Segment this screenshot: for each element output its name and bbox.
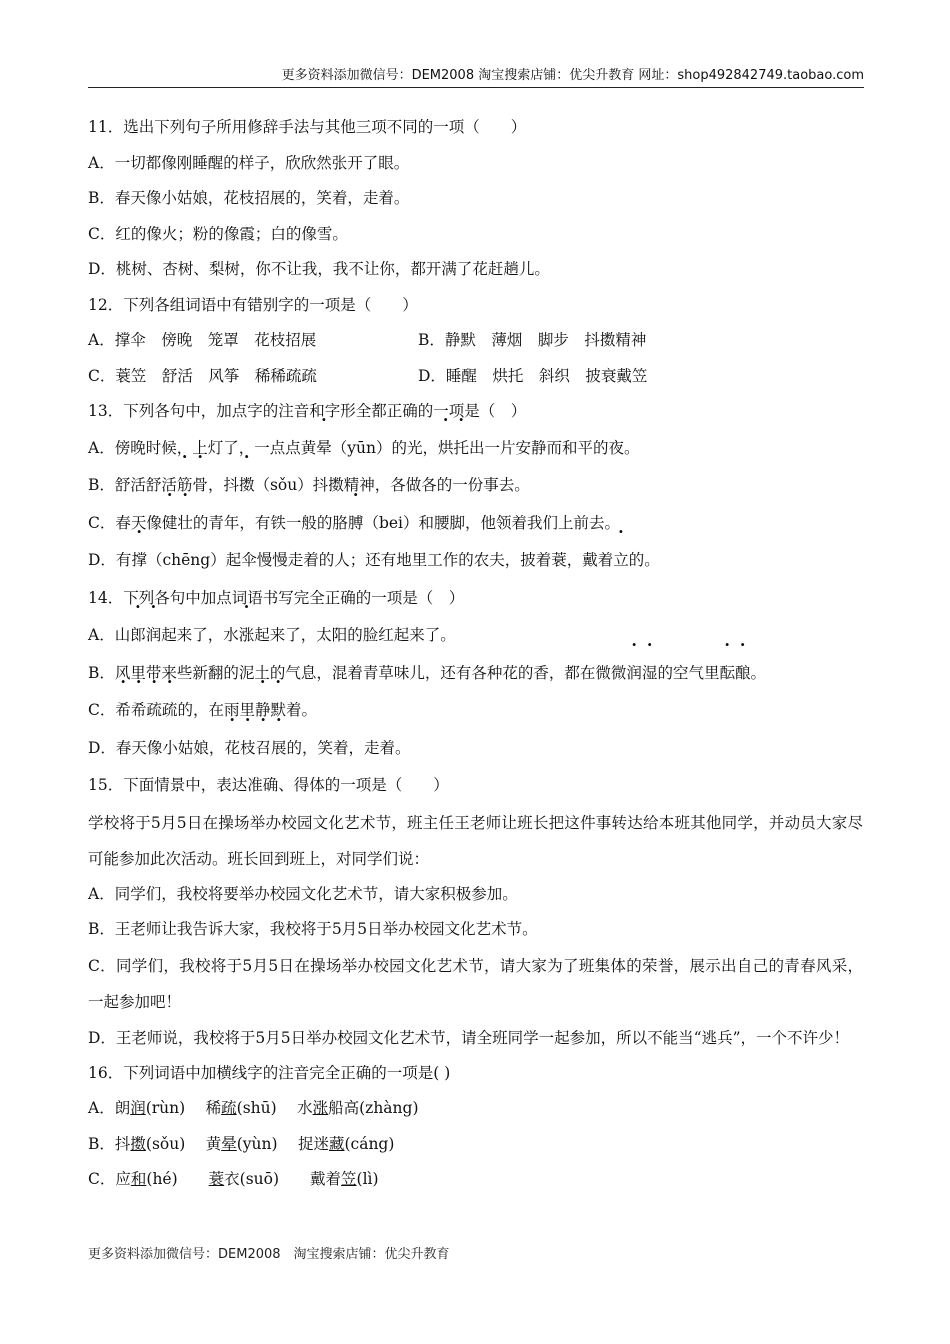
text: (sǒu) 黄: [145, 1134, 222, 1153]
question-15-stem: 15．下面情景中，表达准确、得体的一项是（ ）: [88, 776, 449, 794]
dotted-word: [626, 664, 657, 682]
question-15-context: 学校将于5月5日在操场举办校园文化艺术节，班主任王老师让班长把这件事转达给本班其他同学，并动员大家尽可能参加此次活动。班长回到班上，对同学们说：: [88, 813, 863, 868]
text: A．傍晚时候，上灯了，一点点黄: [88, 438, 317, 457]
dotted-char: 涨: [238, 626, 255, 644]
dotted-char: 烘: [437, 438, 454, 457]
text: 衣(suō) 戴着: [224, 1170, 342, 1188]
text: 的。: [628, 551, 660, 569]
text: 的，在雨里: [177, 701, 255, 719]
header-text: 更多资料添加微信号：DEM2008 淘宝搜索店铺：优尖升教育 网址：shop492842749.taobao.com: [281, 68, 864, 83]
text: 的，笑着，走着。: [286, 738, 411, 757]
text: D．春天像小姑娘，: [88, 738, 225, 757]
dotted-char: 晕: [316, 438, 332, 457]
question-15-option-a: A．同学们，我校将要举办校园文化艺术节，请大家积极参加。: [88, 884, 518, 903]
dotted-word: [438, 439, 469, 457]
page-footer: [88, 1243, 450, 1262]
dotted-char: 展: [270, 738, 287, 757]
text: ，抖: [207, 476, 239, 494]
footer-text: 更多资料添加微信号：DEM2008 淘宝搜索店铺：优尖升教育: [88, 1247, 450, 1262]
question-11-option-b: B．春天像小姑娘，花枝招展的，笑着，走着。: [88, 189, 410, 207]
dotted-char: 筋: [176, 476, 193, 494]
question-14-option-c: [88, 692, 863, 730]
dotted-word: [130, 626, 161, 644]
question-12-row-1: [88, 323, 863, 359]
dotted-char: 希: [115, 701, 131, 719]
question-16-option-c: [88, 1162, 863, 1198]
question-15-option-b: B．王老师让我告诉大家，我校将于5月5日举办校园文化艺术节。: [88, 920, 538, 938]
dotted-char: 膊: [347, 513, 364, 532]
question-11-option-a: A．一切都像刚睡醒的样子，欣欣然张开了眼。: [88, 153, 410, 172]
question-13-option-d: [88, 542, 863, 580]
question-15-option-d: D．王老师说，我校将于5月5日举办校园文化艺术节，请全班同学一起参加，所以不能当“逃兵”，一个不许少！: [88, 1028, 850, 1047]
text: C．应: [88, 1170, 131, 1188]
dotted-char: 默: [270, 701, 286, 719]
question-16-option-b: [88, 1127, 863, 1163]
text: （yūn）的光，: [331, 438, 438, 457]
underlined-char: 蓑: [208, 1170, 225, 1188]
text: (cáng): [344, 1134, 395, 1153]
dotted-char: 湿: [641, 663, 658, 682]
question-13-option-c: [88, 505, 863, 543]
dotted-char: 郎: [130, 626, 146, 644]
dotted-word: [115, 701, 177, 719]
question-15-option-c: C．同学们，我校将于5月5日在操场举办校园文化艺术节，请大家为了班集体的荣誉，展示出自己的青春风采，一起参加吧！: [88, 956, 863, 1011]
dotted-char: 健: [161, 513, 178, 532]
dotted-char: 骨: [192, 476, 208, 494]
dotted-char: 花: [224, 738, 240, 757]
question-14-stem: 14．下列各句中加点词语书写完全正确的一项是（ ）: [88, 588, 465, 607]
question-11-stem: 11．选出下列句子所用修辞手法与其他三项不同的一项（ ）: [88, 118, 527, 136]
dotted-char: 壮: [177, 513, 193, 532]
text: A．朗: [88, 1099, 131, 1117]
text: (shū) 水: [236, 1099, 313, 1117]
text: 的空气里: [657, 663, 720, 682]
question-12-row-2: [88, 359, 863, 395]
text: (rùn) 稀: [145, 1099, 222, 1117]
text: (lì): [356, 1170, 379, 1188]
text: C．春天像: [88, 513, 162, 532]
dotted-char: 托: [453, 438, 469, 457]
text: B．抖: [88, 1134, 131, 1153]
question-13-option-b: [88, 467, 863, 505]
dotted-char: 润: [145, 626, 162, 644]
question-14-option-a: [88, 617, 863, 655]
text: 船高(zhàng): [328, 1099, 419, 1117]
question-11-option-c: C．红的像火；粉的像霞；白的像雪。: [88, 224, 348, 243]
text: B．舒活舒活: [88, 476, 177, 494]
dotted-word: [224, 739, 286, 757]
text: （chēng）起伞慢慢走着的人；还有地里工作的农夫，披着蓑，戴着: [146, 551, 614, 569]
text: 着。: [285, 701, 317, 719]
question-14-option-b: [88, 655, 863, 693]
question-11-option-d: D．桃树、杏树、梨树，你不让我，我不让你，都开满了花赶趟儿。: [88, 260, 550, 278]
underlined-char: 藏: [328, 1134, 345, 1153]
question-13-option-a: [88, 430, 863, 468]
underlined-char: 润: [130, 1099, 146, 1117]
text: 出一片安静而和平的夜。: [468, 438, 640, 457]
page-header: [88, 66, 864, 88]
dotted-word: [162, 514, 193, 532]
dotted-char: 立: [613, 551, 629, 569]
underlined-char: 疏: [221, 1099, 237, 1117]
dotted-char: 召: [255, 738, 271, 757]
question-13-stem: 13．下列各句中，加点字的注音和字形全都正确的一项是（ ）: [88, 402, 527, 420]
dotted-char: 疏: [161, 701, 178, 719]
dotted-char: 润: [626, 663, 642, 682]
question-12-option-a: A．撑伞 傍晚 笼罩 花枝招展: [88, 331, 317, 349]
question-12-option-d: D．睡醒 烘托 斜织 披衰戴笠: [418, 366, 648, 385]
dotted-char: 酝: [719, 663, 735, 682]
document-body: [88, 110, 863, 1198]
text: 起来了，水: [161, 626, 239, 644]
dotted-char: 酿: [734, 663, 751, 682]
text: D．有: [88, 551, 132, 569]
text: 起来了，太阳的脸红起来了。: [254, 626, 456, 644]
text: C．: [88, 701, 116, 719]
dotted-char: 静: [254, 701, 271, 719]
dotted-char: 撑: [131, 551, 147, 569]
text: （sǒu）抖擞精神，各做各的一份事去。: [254, 476, 530, 494]
text: B．风里带来些新翻的泥土的气息，混着青草味儿，还有各种花的香，都在微微: [88, 663, 627, 682]
dotted-char: 希: [130, 701, 147, 719]
dotted-char: 疏: [146, 701, 162, 719]
question-16-stem: 16．下列词语中加横线字的注音完全正确的一项是( ): [88, 1063, 451, 1082]
underlined-char: 和: [130, 1170, 147, 1188]
question-12-stem: 12．下列各组词语中有错别字的一项是（ ）: [88, 295, 418, 314]
text: A．山: [88, 626, 131, 644]
text: (yùn) 捉迷: [236, 1134, 329, 1153]
question-12-option-c: C．蓑笠 舒活 风筝 稀稀疏疏: [88, 366, 317, 385]
text: (hé): [146, 1170, 209, 1188]
underlined-char: 笠: [341, 1170, 357, 1188]
underlined-char: 擞: [130, 1134, 146, 1153]
question-12-option-b: B．静默 薄烟 脚步 抖擞精神: [418, 331, 647, 349]
question-14-option-d: [88, 730, 863, 768]
dotted-word: [719, 664, 750, 682]
dotted-char: 枝: [239, 738, 256, 757]
underlined-char: 晕: [221, 1134, 237, 1153]
text: （bei）和腰脚，他领着我们上前去。: [363, 513, 620, 532]
underlined-char: 涨: [312, 1099, 329, 1117]
text: 。: [750, 663, 766, 682]
question-16-option-a: [88, 1091, 863, 1127]
text: 的青年，有铁一般的胳: [192, 513, 348, 532]
dotted-char: 擞: [238, 476, 255, 494]
